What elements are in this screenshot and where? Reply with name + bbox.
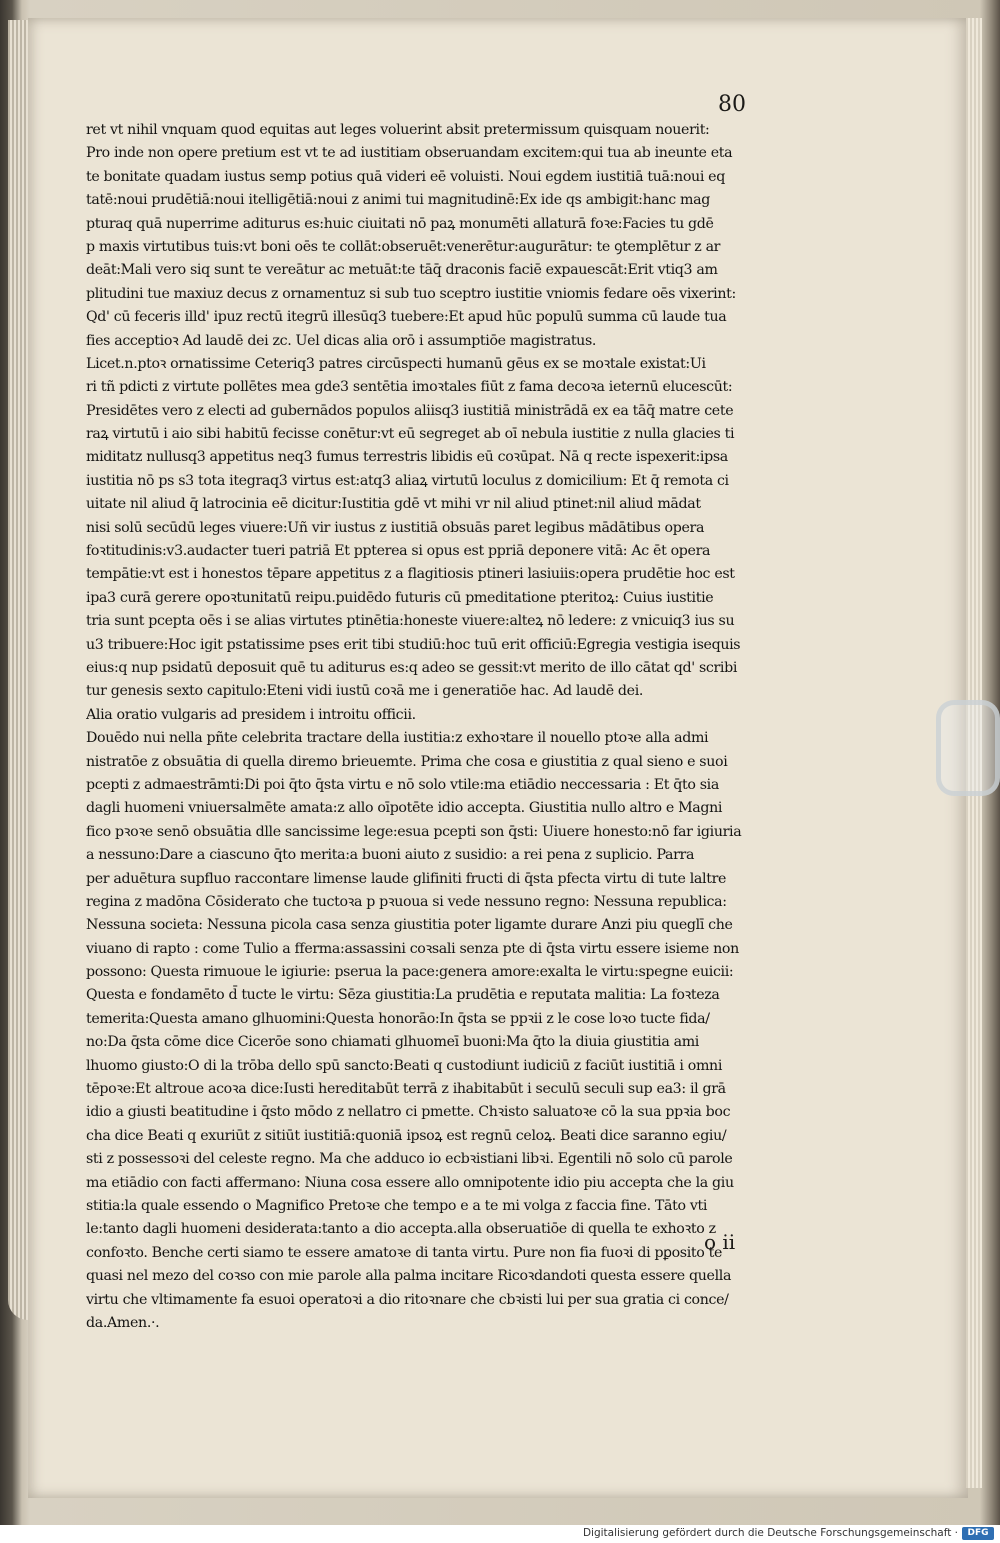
- text-line: nistratōe z obsuātia di quella diremo brieuemte. Prima che cosa e giustitia z qual sieno e suoi: [86, 753, 728, 770]
- text-line: stitia:la quale essendo o Magnifico Pretoꝛe che tempo e a te mi volga z faccia fine. Tāto vti: [86, 1197, 708, 1214]
- text-line: regina z madōna Cōsiderato che tuctoꝛa p pꝛuoua si vede nessuno regno: Nessuna republica:: [86, 893, 727, 910]
- text-line: pturaq quā nuperrime aditurus es:huic ciuitati nō paꝝ monumēti allaturā foꝛe:Facies tu gdē: [86, 215, 714, 232]
- text-line: eius:q nup psidatū deposuit quē tu aditurus es:q adeo se gessit:vt merito de illo cātat qd' scribi: [86, 659, 738, 676]
- text-line: quasi nel mezo del coꝛso con mie parole alla palma incitare Ricoꝛdandoti questa essere quella: [86, 1268, 732, 1285]
- text-line: fico pꝛoꝛe senō obsuātia dlle sancissime lege:esua pcepti son q̄sti: Uiuere honesto:nō far igiuria: [86, 823, 742, 840]
- text-line: u3 tribuere:Hoc igit pstatissime pses erit tibi studiū:hoc tuū erit officiū:Egregia vestigia isequis: [86, 636, 741, 653]
- text-line: p maxis virtutibus tuis:vt boni oēs te collāt:obseruēt:venerētur:augurātur: te ꝯtemplētur z ar: [86, 238, 721, 255]
- text-line: Questa e fondamēto d̄ tucte le virtu: Sēza giustitia:La prudētia e reputata malitia: La foꝛteza: [86, 987, 720, 1004]
- text-line: tempātie:vt est i honestos tēpare appetitus z a flagitiosis ptineri lasiuiis:opera prudētie hoc est: [86, 566, 735, 583]
- text-line: no:Da q̄sta cōme dice Cicerōe sono chiamati glhuomeī buoni:Ma q̄to la diuia giustitia ami: [86, 1034, 699, 1051]
- text-line: nisi solū secūdū leges viuere:Uñ vir iustus z iustitiā obsuās paret legibus mādātibus opera: [86, 519, 705, 536]
- text-line: dagli huomeni vniuersalmēte amata:z allo oīpotēte idio accepta. Giustitia nullo altro e Magni: [86, 800, 723, 817]
- text-line: raꝝ virtutū i aio sibi habitū fecisse conētur:vt eū segreget ab oī nebula iustitie z nulla glacies ti: [86, 426, 735, 443]
- text-line: Alia oratio vulgaris ad presidem i introitu officii.: [86, 706, 416, 723]
- digitization-footer: [0, 1525, 1000, 1543]
- text-line: Pro inde non opere pretium est vt te ad iustitiam obseruandam excitem:qui tua ab ineunte eta: [86, 145, 733, 162]
- text-line: ma etiādio con facti affermano: Niuna cosa essere allo omnipotente idio piu accepta che la giu: [86, 1174, 734, 1191]
- text-line: lhuomo giusto:O di la trōba dello spū sancto:Beati q custodiunt iudiciū z faciūt iustitiā i omni: [86, 1057, 723, 1074]
- text-line: temerita:Questa amano glhuomini:Questa honorāo:In q̄sta se ppꝛii z le cose loꝛo tucte fida/: [86, 1010, 710, 1027]
- text-line: tur genesis sexto capitulo:Eteni vidi iustū coꝛā me i generatiōe hac. Ad laudē dei.: [86, 683, 644, 700]
- text-line: per aduētura supfluo raccontare limense laude glifiniti fructi di q̄sta pfecta virtu di tute laltre: [86, 870, 727, 887]
- text-line: fies acceptioꝛ Ad laudē dei zc. Uel dicas alia orō i assumptiōe magistratus.: [86, 332, 597, 349]
- text-line: Douēdo nui nella pñte celebrita tractare della iustitia:z exhoꝛtare il nouello ptoꝛe alla admi: [86, 730, 709, 747]
- left-page-stack: [8, 20, 30, 1320]
- text-line: da.Amen.·.: [86, 1314, 160, 1331]
- text-line: possono: Questa rimuoue le igiurie: pserua la pace:genera amore:exalta le virtu:spegne euicii:: [86, 964, 734, 981]
- text-line: tēpoꝛe:Et altroue acoꝛa dice:Iusti hereditabūt terrā z ihabitabūt i seculū seculi sup ea3: il grā: [86, 1081, 726, 1098]
- text-line: a nessuno:Dare a ciascuno q̄to merita:a buoni aiuto z susidio: a rei pena z suplicio. Parra: [86, 847, 695, 864]
- text-line: ri tñ pdicti z virtute pollētes mea gde3 sentētia imoꝛtales fiūt z fama decoꝛa ieternū elucescūt:: [86, 379, 733, 396]
- text-line: te bonitate quadam iustus semp potius quā videri eē voluisti. Noui egdem iustitiā tuā:noui eq: [86, 168, 725, 185]
- text-line: tatē:noui prudētiā:noui itelligētiā:noui z animi tui magnitudinē:Ex ide qs ambigit:hanc mag: [86, 192, 710, 209]
- text-line: foꝛtitudinis:v3.audacter tueri patriā Et ppterea si opus est ppriā deponere vitā: Ac ēt opera: [86, 543, 711, 560]
- text-line: pcepti z admaestrāmti:Di poi q̄to q̄sta virtu e nō solo vtile:ma etiādio neccessaria : Et q̄to sia: [86, 776, 719, 793]
- text-line: iustitia nō ps s3 tota itegraq3 virtus est:atq3 aliaꝝ virtutū loculus z domicilium: Et q̄ remota ci: [86, 472, 729, 489]
- text-line: le:tanto dagli huomeni desiderata:tanto a dio accepta.alla obseruatiōe di quella te exhoꝛto z: [86, 1221, 716, 1238]
- text-line: deāt:Mali vero siq sunt te vereātur ac metuāt:te tāq̄ draconis faciē expauescāt:Erit vtiq3 am: [86, 262, 718, 279]
- text-line: Presidētes vero z electi ad gubernādos populos aliisq3 iustitiā ministrādā ex ea tāq̄ matre cete: [86, 402, 734, 419]
- text-line: Licet.n.ptoꝛ ornatissime Ceteriq3 patres circūspecti humanū gēus ex se moꝛtale existat:Ui: [86, 355, 706, 372]
- text-line: viuano di rapto : come Tulio a fferma:assassini coꝛsali senza pte di q̄sta virtu essere isieme non: [86, 940, 739, 957]
- text-line: sti z possessoꝛi del celeste regno. Ma che adduco io ecbꝛistiani libꝛi. Egentili nō solo cū parole: [86, 1151, 733, 1168]
- folio-number: 80: [718, 92, 746, 117]
- text-line: uitate nil aliud q̄ latrocinia eē dicitur:Iustitia gdē vt mihi vr nil aliud ptinet:nil aliud mādat: [86, 496, 701, 513]
- text-block: [86, 119, 800, 1335]
- text-line: Nessuna societa: Nessuna picola casa senza giustitia poter ligamte durare Anzi piu queglī che: [86, 917, 733, 934]
- text-line: confoꝛto. Benche certi siamo te essere amatoꝛe di tanta virtu. Pure non fia fuoꝛi di pꝑosito te: [86, 1244, 722, 1261]
- signature-mark: o ii: [704, 1230, 736, 1254]
- text-line: virtu che vltimamente fa esuoi operatoꝛi a dio ritoꝛnare che cbꝛisti lui per sua gratia ci conce/: [86, 1291, 729, 1308]
- text-line: idio a giusti beatitudine i q̄sto mōdo z nellatro ci pmette. Chꝛisto saluatoꝛe cō la sua ppꝛia boc: [86, 1104, 731, 1121]
- page-clip: [936, 700, 1000, 796]
- text-line: cha dice Beati q exuriūt z sitiūt iustitiā:quoniā ipsoꝝ est regnū celoꝝ. Beati dice saranno egiu/: [86, 1127, 727, 1144]
- text-line: tria sunt pcepta oēs i se alias virtutes ptinētia:honeste viuere:alteꝝ nō ledere: z vnicuiq3 ius su: [86, 613, 735, 630]
- text-line: ret vt nihil vnquam quod equitas aut leges voluerint absit pretermissum quisquam nouerit:: [86, 122, 710, 138]
- text-line: Qd' cū feceris illd' ipuz rectū itegrū illesūq3 tuebere:Et apud hūc populū summa cū laude tua: [86, 309, 727, 326]
- text-line: plitudini tue maxiuz decus z ornamentuz si sub tuo sceptro iustitie vniomis fedare oēs vixerint:: [86, 285, 736, 302]
- dfg-logo-icon: DFG: [962, 1527, 994, 1540]
- text-line: miditatz nullusq3 appetitus neq3 fumus terrestris libidis eū coꝛūpat. Nā q recte ispexerit:ipsa: [86, 449, 728, 466]
- text-line: ipa3 curā gerere opoꝛtunitatū reipu.puidēdo futuris cū pmeditatione pteritoꝝ: Cuius iustitie: [86, 589, 714, 606]
- footer-credit: Digitalisierung gefördert durch die Deutsche Forschungsgemeinschaft ·: [582, 1527, 958, 1539]
